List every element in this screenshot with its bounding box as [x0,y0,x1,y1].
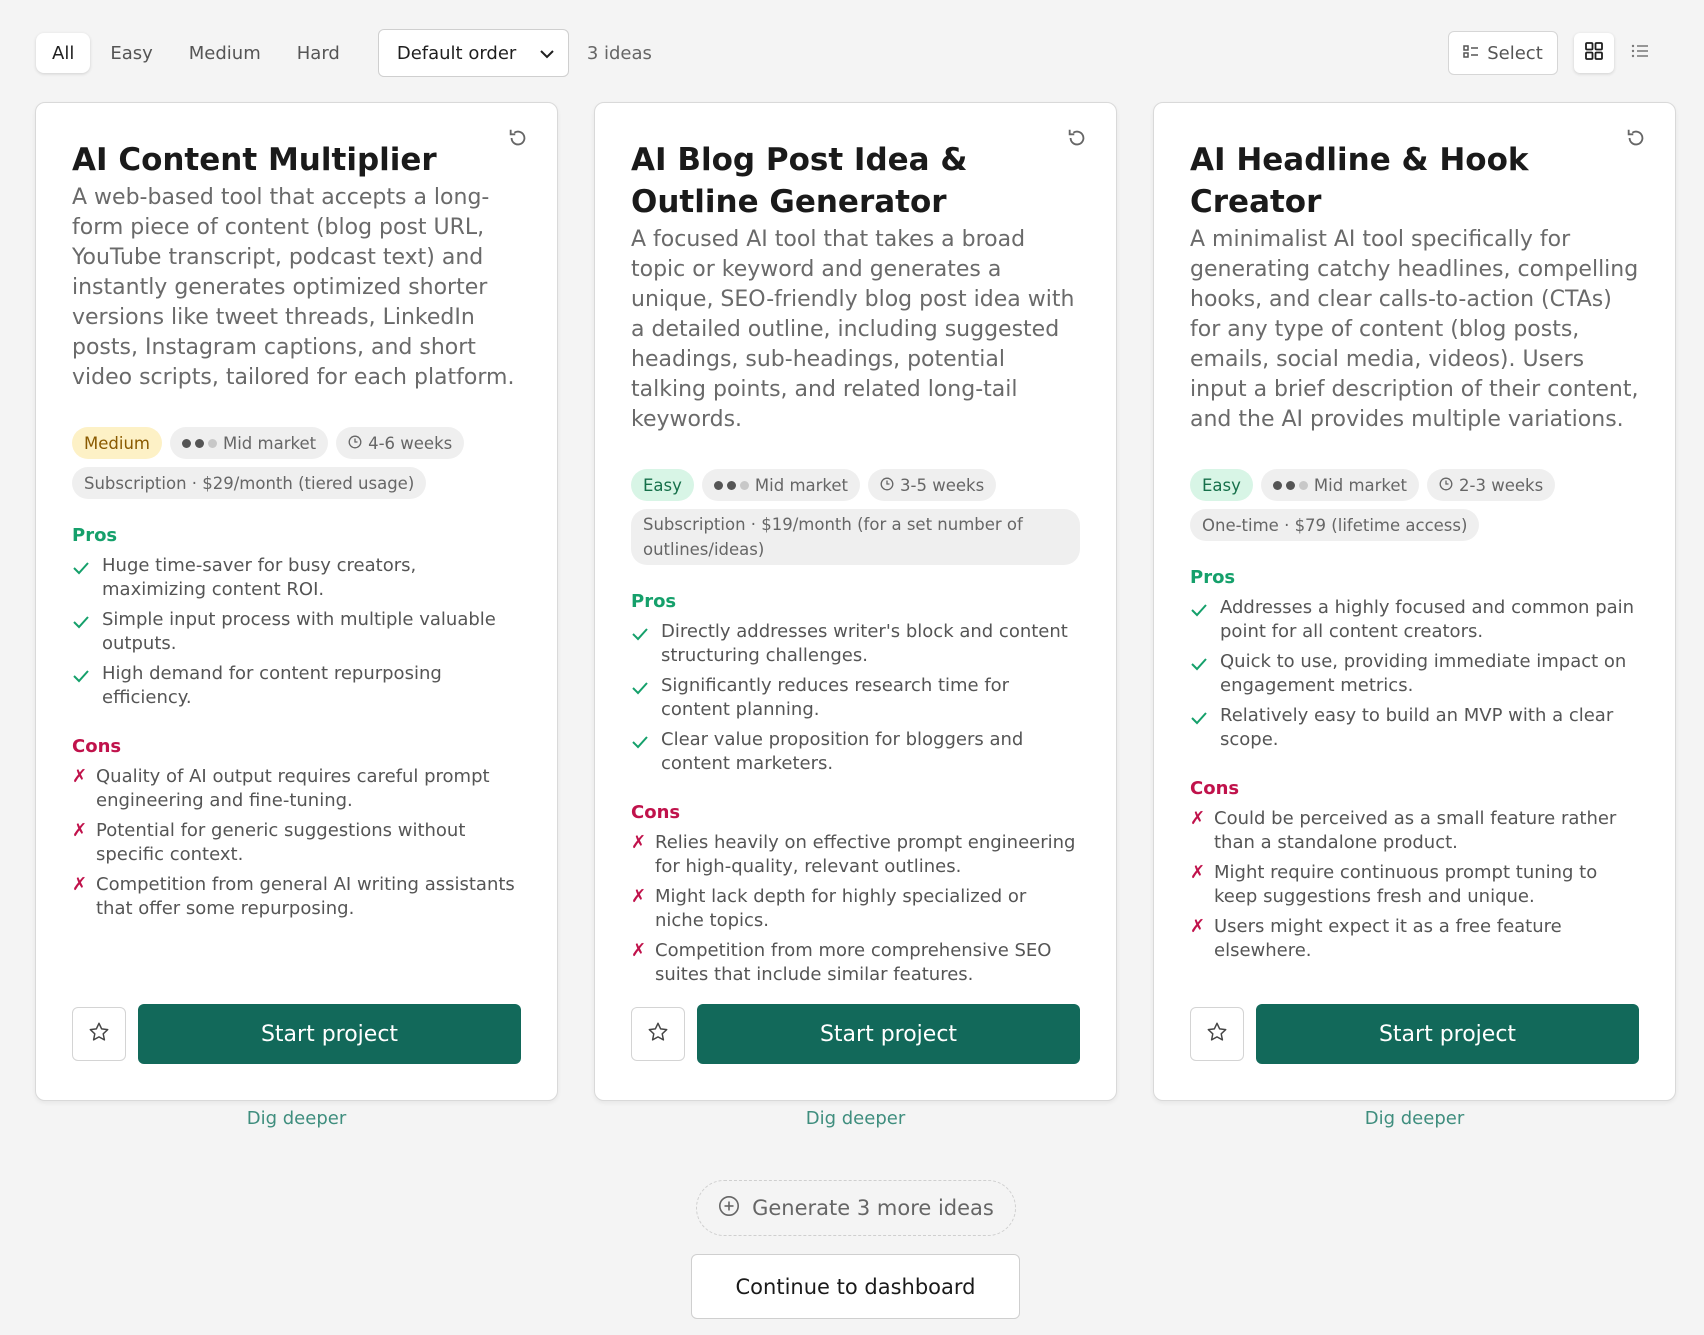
cross-icon: ✗ [72,820,88,841]
continue-dashboard-button[interactable]: Continue to dashboard [691,1254,1020,1319]
filter-tab-all[interactable]: All [36,33,90,73]
card-description: A web-based tool that accepts a long-form piece of content (blog post URL, YouTube transcript, podcast text) and instantly generates optimized shorter versions like tweet threads, LinkedIn posts, Instagram captions, and short video scripts, tailored for each platform. [72,185,515,390]
pricing-badge: Subscription · $29/month (tiered usage) [72,467,426,499]
difficulty-badge: Easy [631,469,694,501]
check-icon [1190,704,1220,752]
cons-heading: Cons [72,736,122,757]
check-icon [1190,650,1220,698]
start-project-button[interactable]: Start project [697,1004,1080,1064]
duration-badge [336,427,464,459]
favorite-button[interactable] [1190,1007,1244,1061]
pro-item: High demand for content repurposing efficiency. [72,662,521,710]
duration-label: 4-6 weeks [368,433,453,453]
sort-select-value: Default order [396,42,517,64]
cross-icon: ✗ [72,766,88,787]
pro-item: Addresses a highly focused and common pain point for all content creators. [1190,596,1639,644]
cross-icon: ✗ [1190,862,1206,883]
card-description: A focused AI tool that takes a broad topic or keyword and generates a unique, SEO-friendly blog post idea with a detailed outline, including suggested headings, sub-headings, potential talking points, and related long-tail keywords. [631,227,1075,432]
select-button[interactable] [1448,31,1558,75]
generate-more-label: Generate 3 more ideas [752,1196,994,1220]
con-item: ✗ Users might expect it as a free feature elsewhere. [1190,916,1562,961]
market-label: Mid market [1313,475,1408,495]
pros-list [631,620,1080,776]
pro-item: Relatively easy to build an MVP with a clear scope. [1190,704,1639,752]
check-icon [631,728,661,776]
con-item: ✗ Quality of AI output requires careful prompt engineering and fine-tuning. [72,766,490,811]
list-icon [1631,43,1649,63]
market-size-dots-icon [182,439,217,448]
difficulty-badge: Easy [1190,469,1253,501]
con-item: ✗ Could be perceived as a small feature rather than a standalone product. [1190,808,1617,853]
star-icon [647,1021,669,1047]
con-item: ✗ Might lack depth for highly specialized or niche topics. [631,886,1027,931]
duration-badge [1427,469,1555,501]
cons-list [631,831,1080,987]
check-icon [631,620,661,668]
check-icon [72,608,102,656]
dig-deeper-link[interactable]: Dig deeper [805,1108,906,1129]
pros-list [1190,596,1639,752]
cross-icon: ✗ [631,940,647,961]
con-item: ✗ Competition from general AI writing assistants that offer some repurposing. [72,874,515,919]
market-badge [1261,469,1419,501]
con-item: ✗ Potential for generic suggestions without specific context. [72,820,466,865]
pricing-badge: One-time · $79 (lifetime access) [1190,509,1479,541]
pro-item: Huge time-saver for busy creators, maximizing content ROI. [72,554,521,602]
generate-more-button[interactable] [696,1180,1016,1236]
filter-tab-easy[interactable]: Easy [110,42,153,64]
start-project-button[interactable]: Start project [138,1004,521,1064]
pro-item: Simple input process with multiple valuable outputs. [72,608,521,656]
filter-tab-hard[interactable]: Hard [296,42,340,64]
list-view-button[interactable] [1620,33,1660,73]
check-icon [72,554,102,602]
star-icon [1206,1021,1228,1047]
grid-view-button[interactable] [1574,33,1614,73]
check-icon [1190,596,1220,644]
pro-item: Significantly reduces research time for content planning. [631,674,1080,722]
filter-tab-medium[interactable]: Medium [188,42,261,64]
idea-card [594,102,1117,1101]
pro-item: Quick to use, providing immediate impact on engagement metrics. [1190,650,1639,698]
chevron-down-icon [540,43,554,64]
market-size-dots-icon [714,481,749,490]
idea-count: 3 ideas [586,42,652,64]
duration-badge [868,469,996,501]
clock-icon [1439,476,1453,495]
clock-icon [348,434,362,453]
pro-item: Clear value proposition for bloggers and content marketers. [631,728,1080,776]
pro-item: Directly addresses writer's block and content structuring challenges. [631,620,1080,668]
pros-list [72,554,521,710]
con-item: ✗ Competition from more comprehensive SEO suites that include similar features. [631,940,1052,985]
grid-icon [1585,42,1603,64]
con-item: ✗ Relies heavily on effective prompt engineering for high-quality, relevant outlines. [631,832,1076,877]
card-description: A minimalist AI tool specifically for generating catchy headlines, compelling hooks, and clear calls-to-action (CTAs) for any type of content (blog posts, emails, social media, videos). Users input a brief description of their content, and the AI provides multiple variations. [1190,227,1639,432]
card-title: AI Content Multiplier [72,142,437,178]
cross-icon: ✗ [1190,916,1206,937]
check-icon [631,674,661,722]
market-label: Mid market [754,475,849,495]
cons-heading: Cons [631,802,681,823]
idea-card [35,102,558,1101]
market-badge [170,427,328,459]
card-title: AI Blog Post Idea & Outline Generator [631,142,968,220]
pricing-badge: Subscription · $19/month (for a set number of outlines/ideas) [631,509,1080,565]
cross-icon: ✗ [72,874,88,895]
select-button-label: Select [1487,42,1543,64]
difficulty-badge: Medium [72,427,162,459]
sort-select[interactable] [378,29,569,77]
con-item: ✗ Might require continuous prompt tuning to keep suggestions fresh and unique. [1190,862,1598,907]
clock-icon [880,476,894,495]
start-project-button[interactable]: Start project [1256,1004,1639,1064]
plus-circle-icon [718,1195,740,1222]
duration-label: 2-3 weeks [1459,475,1544,495]
idea-card [1153,102,1676,1101]
dig-deeper-link[interactable]: Dig deeper [246,1108,347,1129]
cross-icon: ✗ [1190,808,1206,829]
cross-icon: ✗ [631,886,647,907]
market-label: Mid market [222,433,317,453]
cons-list [1190,807,1639,963]
checklist-icon [1463,43,1479,64]
star-icon [88,1021,110,1047]
favorite-button[interactable] [631,1007,685,1061]
toolbar [36,28,1660,78]
pros-heading: Pros [1190,567,1236,588]
check-icon [72,662,102,710]
pros-heading: Pros [631,591,677,612]
market-badge [702,469,860,501]
favorite-button[interactable] [72,1007,126,1061]
duration-label: 3-5 weeks [900,475,985,495]
cons-list [72,765,521,921]
cross-icon: ✗ [631,832,647,853]
market-size-dots-icon [1273,481,1308,490]
pros-heading: Pros [72,525,118,546]
cons-heading: Cons [1190,778,1240,799]
dig-deeper-link[interactable]: Dig deeper [1364,1108,1465,1129]
card-title: AI Headline & Hook Creator [1190,142,1529,220]
